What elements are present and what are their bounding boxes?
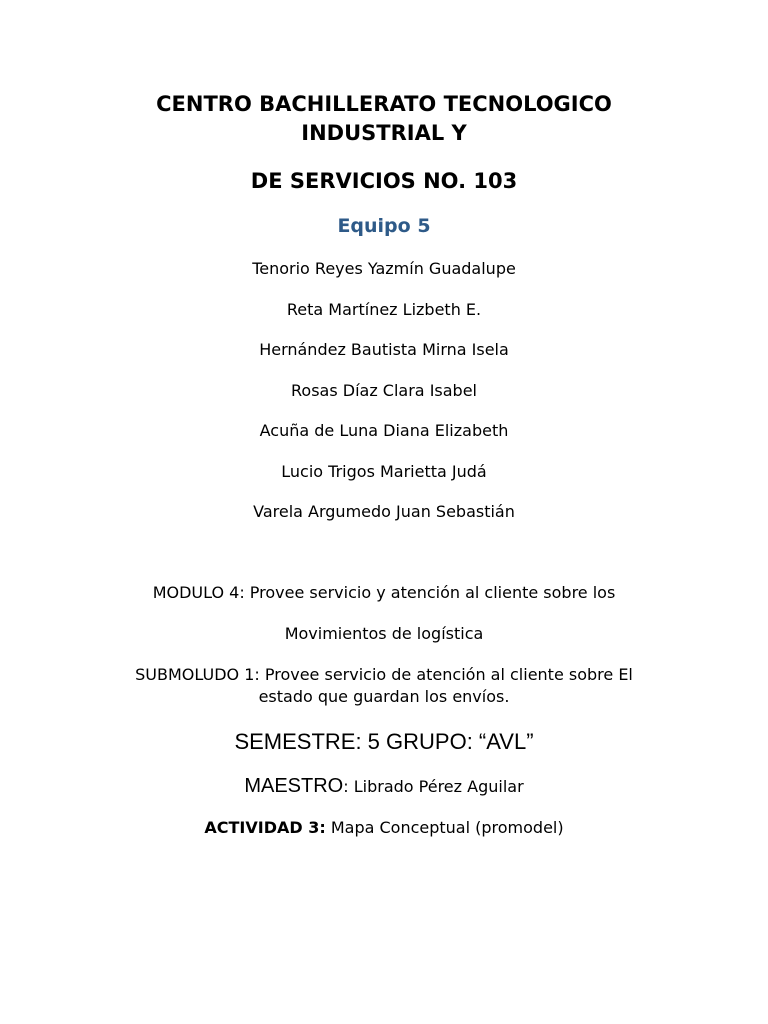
maestro-line — [0, 775, 768, 798]
team-name: Equipo 5 — [337, 215, 431, 237]
submodulo-line-2: estado que guardan los envíos. — [258, 687, 510, 706]
maestro-name: : Librado Pérez Aguilar — [343, 777, 524, 796]
submodulo-line-1: SUBMOLUDO 1: Provee servicio de atención al cliente sobre El — [135, 665, 633, 684]
school-title-line-3: DE SERVICIOS NO. 103 — [250, 169, 518, 193]
actividad-label: ACTIVIDAD 3: — [204, 818, 326, 837]
maestro-label: MAESTRO — [244, 775, 344, 797]
modulo-line-2: Movimientos de logística — [284, 624, 484, 643]
team-member-4: Rosas Díaz Clara Isabel — [291, 381, 477, 400]
team-member-2: Reta Martínez Lizbeth E. — [286, 300, 482, 319]
team-member-7: Varela Argumedo Juan Sebastián — [253, 502, 515, 521]
actividad-line — [0, 817, 768, 839]
team-member-6: Lucio Trigos Marietta Judá — [281, 462, 487, 481]
actividad-text: Mapa Conceptual (promodel) — [325, 818, 564, 837]
team-member-3: Hernández Bautista Mirna Isela — [259, 340, 509, 359]
semestre-grupo: SEMESTRE: 5 GRUPO: “AVL” — [234, 729, 534, 754]
school-title-line-2: INDUSTRIAL Y — [301, 121, 467, 145]
team-member-5: Acuña de Luna Diana Elizabeth — [259, 421, 509, 440]
modulo-line-1: MODULO 4: Provee servicio y atención al cliente sobre los — [152, 583, 616, 602]
team-member-1: Tenorio Reyes Yazmín Guadalupe — [252, 259, 516, 278]
school-title-line-1: CENTRO BACHILLERATO TECNOLOGICO — [156, 92, 612, 116]
